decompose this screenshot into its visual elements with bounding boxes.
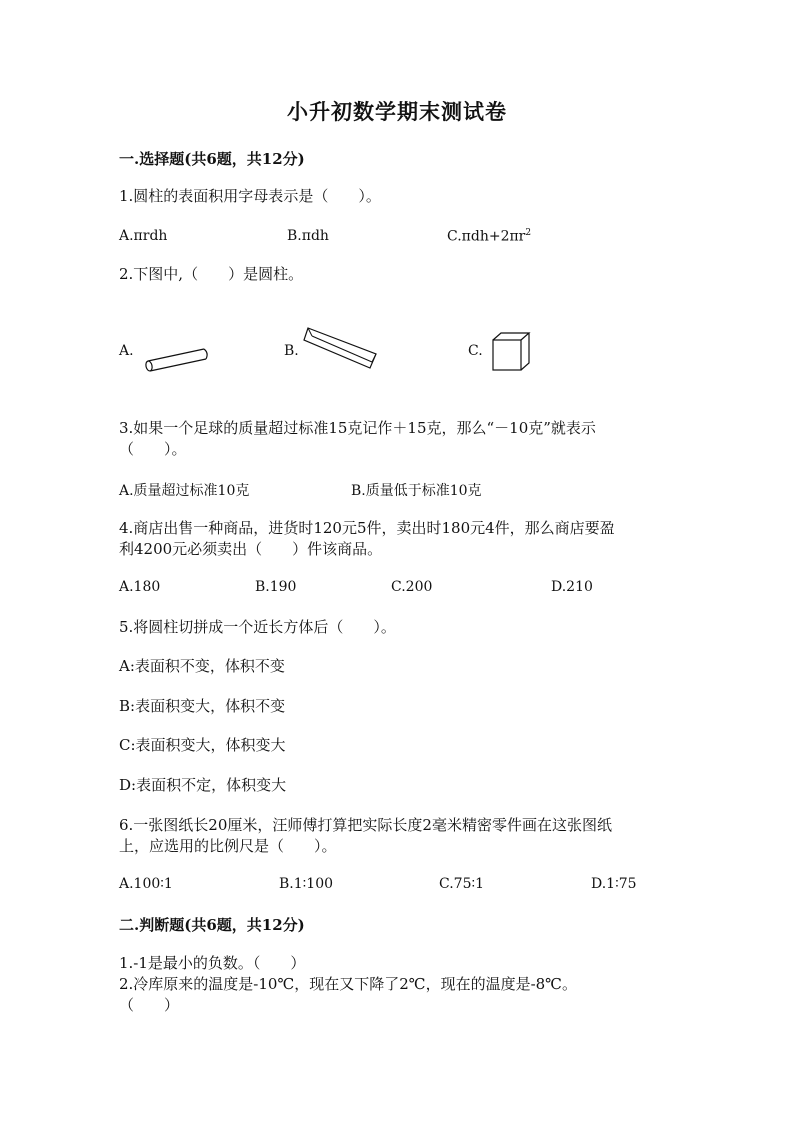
section-heading-choice: 一.选择题(共6题，共12分) xyxy=(119,150,305,168)
q1-option-a: A.πrdh xyxy=(119,228,168,244)
question-4-line-2: 利4200元必须卖出（ ）件该商品。 xyxy=(119,540,383,558)
q4-option-b: B.190 xyxy=(255,579,297,595)
q2-option-a-label: A. xyxy=(119,343,134,359)
q5-option-d: D:表面积不定，体积变大 xyxy=(119,776,287,794)
q3-option-b: B.质量低于标准10克 xyxy=(351,483,482,499)
page-title: 小升初数学期末测试卷 xyxy=(287,99,507,124)
judge-question-2-line-1: 2.冷库原来的温度是-10℃，现在又下降了2℃，现在的温度是-8℃。 xyxy=(119,975,577,993)
q4-option-c: C.200 xyxy=(391,579,433,595)
question-6-line-1: 6.一张图纸长20厘米，汪师傅打算把实际长度2毫米精密零件画在这张图纸 xyxy=(119,816,612,834)
question-2-text: 2.下图中,（ ）是圆柱。 xyxy=(119,265,304,283)
q1-option-c-text: C.πdh+2πr xyxy=(447,228,526,245)
section-heading-judge: 二.判断题(共6题，共12分) xyxy=(119,916,305,934)
q6-option-b: B.1∶100 xyxy=(279,876,334,892)
question-6-line-2: 上，应选用的比例尺是（ ）。 xyxy=(119,837,337,855)
q1-option-c-exponent: 2 xyxy=(525,228,532,238)
q6-option-a: A.100∶1 xyxy=(119,876,173,892)
question-3-line-2: （ ）。 xyxy=(119,440,187,458)
question-5-text: 5.将圆柱切拼成一个近长方体后（ ）。 xyxy=(119,618,396,636)
triangular-prism-figure xyxy=(300,324,382,374)
question-1-text: 1.圆柱的表面积用字母表示是（ ）。 xyxy=(119,187,381,205)
q5-option-c: C:表面积变大，体积变大 xyxy=(119,736,286,754)
cube-figure xyxy=(490,330,532,374)
judge-question-1: 1.-1是最小的负数。（ ） xyxy=(119,954,306,972)
q6-option-c: C.75∶1 xyxy=(439,876,485,892)
q2-option-b-label: B. xyxy=(284,343,299,359)
q4-option-a: A.180 xyxy=(119,579,161,595)
q5-option-a: A:表面积不变，体积不变 xyxy=(119,657,285,675)
q6-option-d: D.1∶75 xyxy=(591,876,637,892)
q4-option-d: D.210 xyxy=(551,579,593,595)
q3-option-a: A.质量超过标准10克 xyxy=(119,483,250,499)
rod-cylinder-figure xyxy=(140,345,212,375)
q1-option-c xyxy=(447,228,531,245)
question-4-line-1: 4.商店出售一种商品，进货时120元5件，卖出时180元4件，那么商店要盈 xyxy=(119,519,615,537)
q2-option-c-label: C. xyxy=(468,343,483,359)
q5-option-b: B:表面积变大，体积不变 xyxy=(119,697,286,715)
q1-option-b: B.πdh xyxy=(287,228,329,244)
judge-question-2-line-2: （ ） xyxy=(119,996,180,1014)
question-3-line-1: 3.如果一个足球的质量超过标准15克记作＋15克，那么“－10克”就表示 xyxy=(119,419,596,437)
